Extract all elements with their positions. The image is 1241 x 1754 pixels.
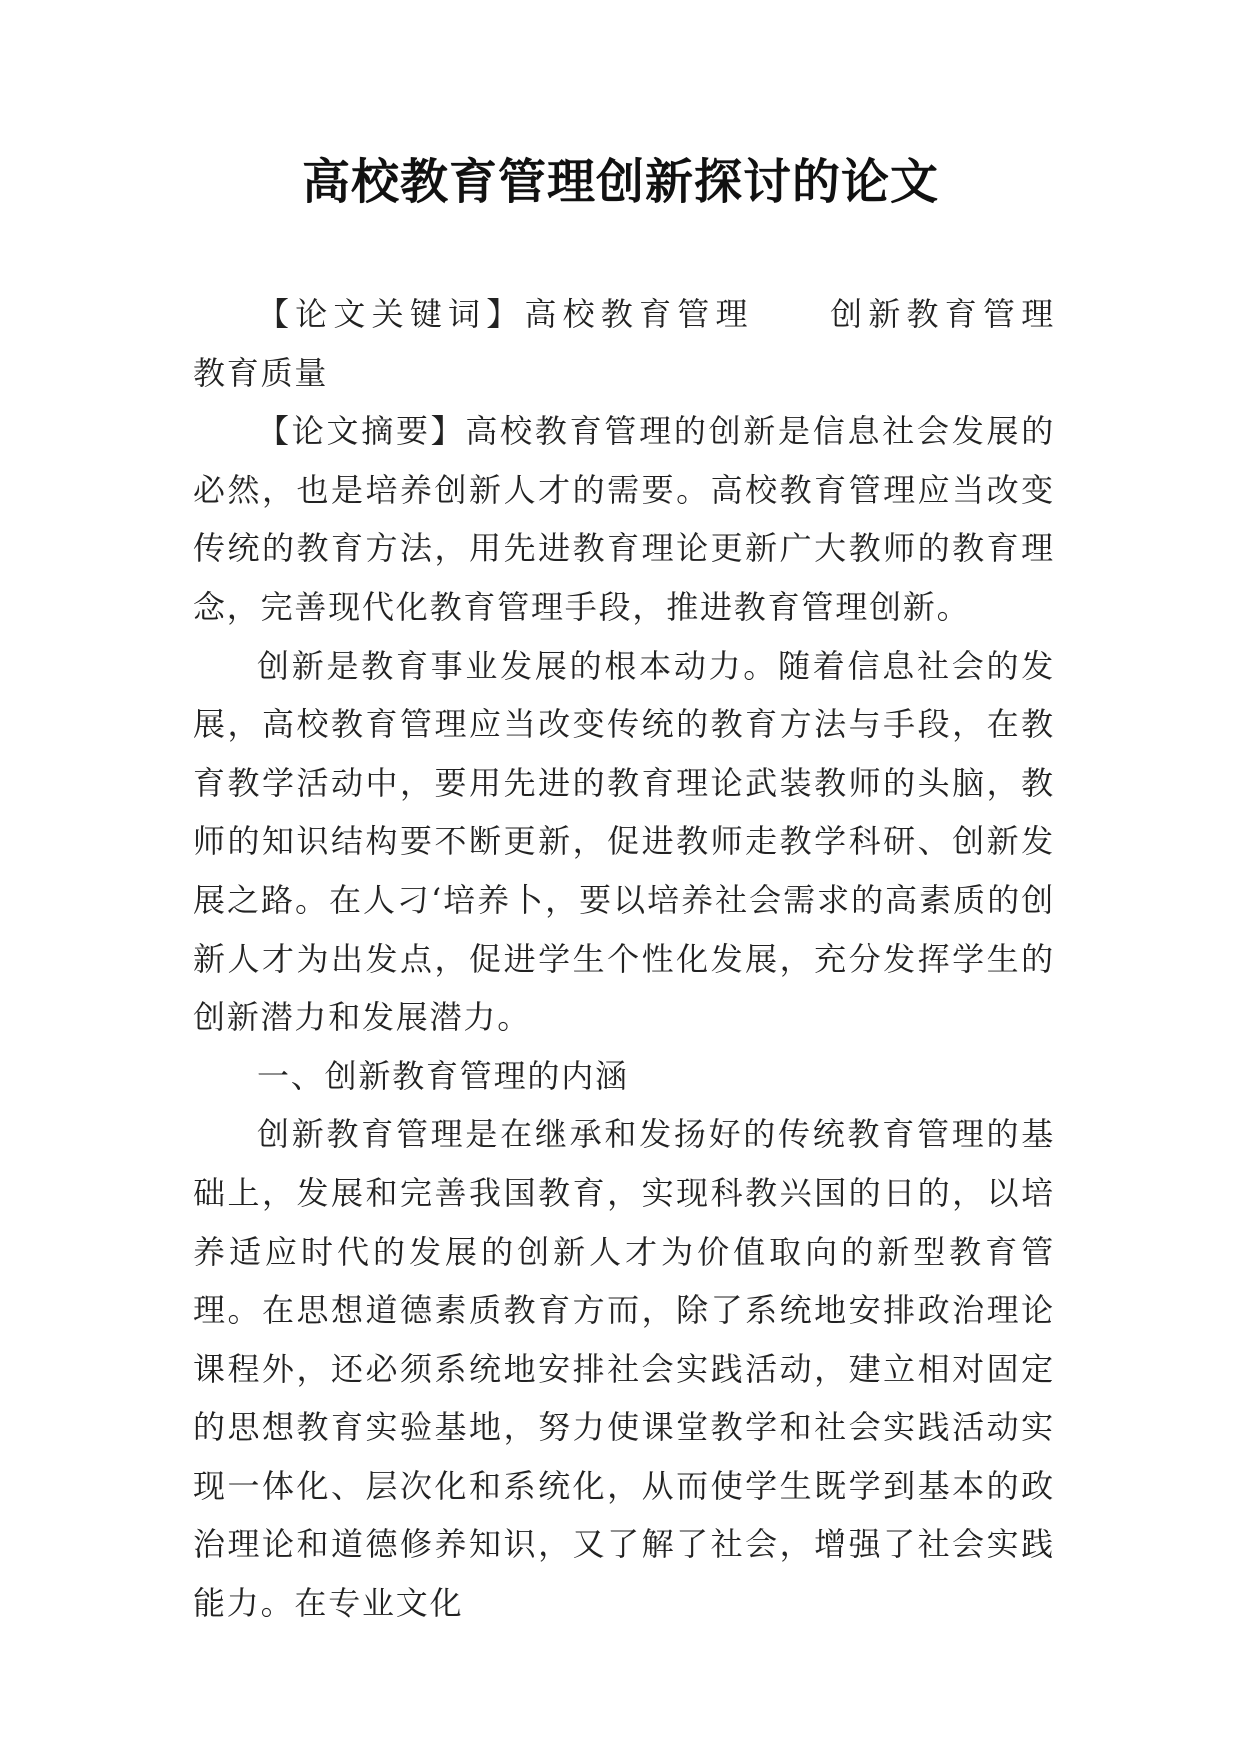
document-title: 高校教育管理创新探讨的论文 — [301, 154, 939, 210]
keywords-paragraph: 【论文关键词】高校教育管理 创新教育管理 教育质量 — [193, 295, 1123, 392]
section-paragraph: 创新教育管理是在继承和发扬好的传统教育管理的基础上，发展和完善我国教育，实现科教兴国的日的，以培养适应时代的发展的创新人才为价值取向的新型教育管理。在思想道德素质教育方而，除了系统地安排政治理论课程外，还必须系统地安排社会实践活动，建立相对固定的思想教育实验基地，努力使课堂教学和社会实践活动实现一体化、层次化和系统化，从而使学生既学到基本的政治理论和道德修养知识，又了解了社会，增强了社会实践能力。在专业文化 — [193, 1115, 1055, 1623]
intro-paragraph: 创新是教育事业发展的根本动力。随着信息社会的发展，高校教育管理应当改变传统的教育方法与手段，在教育教学活动中，要用先进的教育理论武装教师的头脑，教师的知识结构要不断更新，促进教师走教学科研、创新发展之路。在人刁‘培养卜，要以培养社会需求的高素质的创新人才为出发点，促进学生个性化发展，充分发挥学生的创新潜力和发展潜力。 — [193, 646, 1055, 1037]
section-heading: 一、创新教育管理的内涵 — [257, 1056, 629, 1095]
document-body — [193, 285, 1123, 1633]
abstract-paragraph: 【论文摘要】高校教育管理的创新是信息社会发展的必然，也是培养创新人才的需要。高校教育管理应当改变传统的教育方法，用先进教育理论更新广大教师的教育理念，完善现代化教育管理手段，推进教育管理创新。 — [193, 412, 1055, 626]
